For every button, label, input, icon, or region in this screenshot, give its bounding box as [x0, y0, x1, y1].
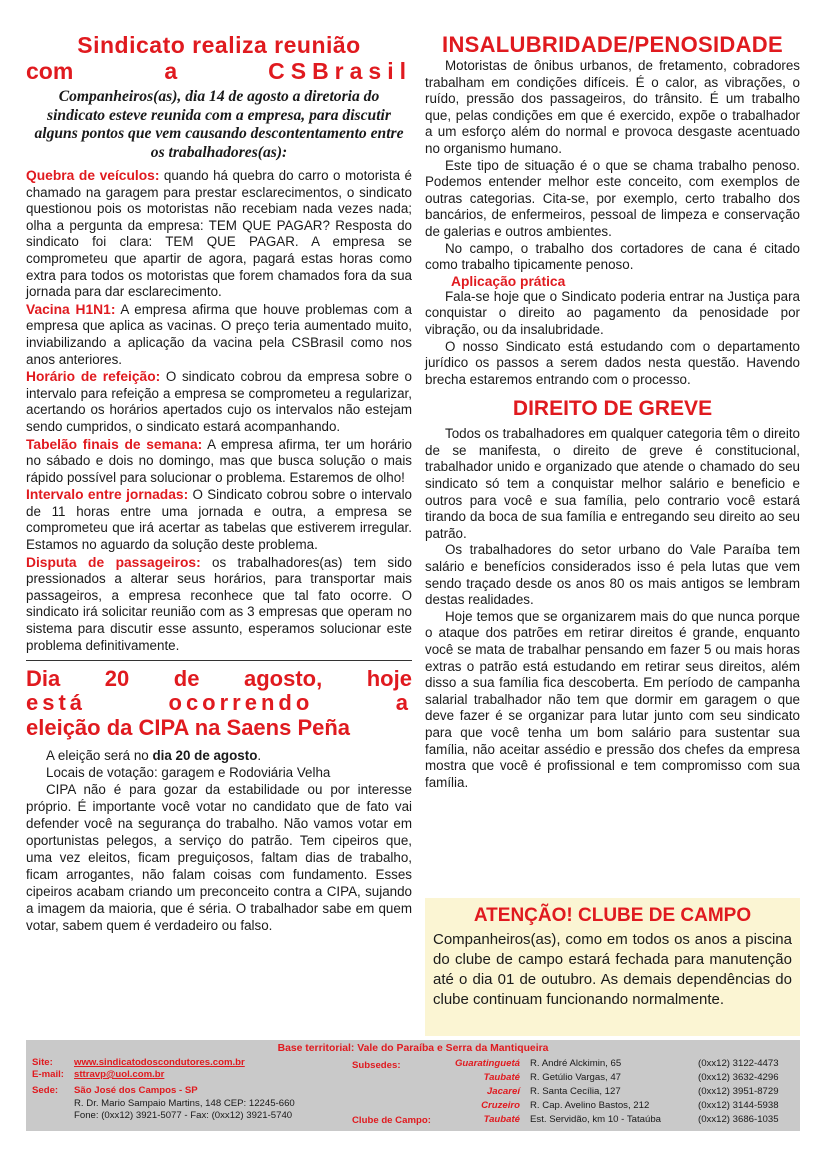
footer: [26, 1040, 800, 1131]
greve-p2: Os trabalhadores do setor urbano do Vale Paraíba tem salário e benefícios considerados isso é pela lutas que vem sendo traçado desde os anos 80 os mais antigos se lembram destas realidades.: [425, 542, 800, 608]
subsede-city: Taubaté: [483, 1072, 520, 1083]
item-tabelao: Tabelão finais de semana: A empresa afirma, ter um horário no sábado e dois no domingo, mas que busca solução o mais rápido possível para solucionar o problema. Estaremos de olho!: [26, 436, 412, 485]
sede-address: R. Dr. Mario Sampaio Martins, 148 CEP: 12245-660: [74, 1098, 295, 1109]
clube-text: Companheiros(as), como em todos os anos a piscina do clube de campo estará fechada para manutenção até o dia 01 de outubro. As demais dependências do clube continuam funcionando normalmente.: [433, 931, 792, 1008]
site-link[interactable]: www.sindicatodoscondutores.com.br: [74, 1057, 245, 1068]
cipa-title-line1: Dia 20 de agosto, hoje: [26, 666, 412, 692]
email-label: E-mail:: [32, 1069, 64, 1080]
headline-reuniao-line2: [26, 58, 412, 84]
subsede-address: R. André Alckimin, 65: [530, 1058, 622, 1069]
sede-phone: Fone: (0xx12) 3921-5077 - Fax: (0xx12) 3921-5740: [74, 1110, 293, 1121]
subsedes-label: Subsedes:: [352, 1060, 401, 1071]
subsede-phone: (0xx12) 3951-8729: [698, 1086, 779, 1097]
cipa-section: [26, 667, 412, 934]
greve-title: DIREITO DE GREVE: [512, 397, 713, 421]
footer-base-territorial: Base territorial: Vale do Paraíba e Serra da Mantiqueira: [277, 1043, 549, 1054]
email-link[interactable]: sttravp@uol.com.br: [74, 1069, 165, 1080]
subsede-address: R. Santa Cecília, 127: [530, 1086, 621, 1097]
clube-title: ATENÇÃO! CLUBE DE CAMPO: [473, 905, 752, 926]
cipa-locais: Locais de votação: garagem e Rodoviária Velha: [46, 765, 331, 781]
headline-reuniao-line1: Sindicato realiza reunião: [77, 32, 361, 58]
subsede-phone: (0xx12) 3144-5938: [698, 1100, 779, 1111]
headline-word: a: [164, 58, 178, 84]
left-column: [26, 32, 412, 934]
insalubridade-p2: Este tipo de situação é o que se chama trabalho penoso. Podemos entender melhor este conceito, com exemplos de outras categorias. Cita-se, por exemplo, certo trabalho dos bancários, de enfermeiros, pessoal de limpeza e conservação de galerias e outros ambientes.: [425, 157, 800, 239]
insalubridade-title: INSALUBRIDADE/PENOSIDADE: [442, 32, 783, 57]
subsede-city: Cruzeiro: [481, 1100, 520, 1111]
section-divider: [26, 660, 412, 661]
item-intervalo: Intervalo entre jornadas: O Sindicato cobrou sobre o intervalo de 11 horas entre uma jornada e outra, a empresa se comprometeu que irá acertar as tabelas que estiverem irregular. Estamos no aguardo da solução deste problema.: [26, 487, 413, 553]
item-refeicao: Horário de refeição: O sindicato cobrou da empresa sobre o intervalo para refeição a empresa se comprometeu a regularizar, acertando os horários apertados cujo os intervalos não estejam sendo cumpridos, o sindicato estará acompanhando.: [26, 369, 413, 434]
insalubridade-p4: Fala-se hoje que o Sindicato poderia entrar na Justiça para conquistar o direito ao pagamento da penosidade por vibração, ou da insalubridade.: [425, 288, 800, 337]
item-disputa: Disputa de passageiros: os trabalhadores(as) tem sido pressionados a alterar seus horários, para transportar mais passageiros, a empresa reconhece que tal fato ocorre. O sindicato irá solicitar reunião com as 3 empresas que operam no sistema para discutir esse assunto, esperamos solucionar este problema definitivamente.: [26, 554, 412, 653]
headline-word: com: [26, 58, 74, 84]
greve-p3: Hoje temos que se organizarem mais do que nunca porque o ataque dos patrões em retirar direitos é grande, enquanto você se mata de trabalhar pensando em fazer 5 ou mais horas extras o patrão está estudando em retirar seus direitos, além disso a sua família fica descoberta. Em período de campanha salarial trabalhador não tem que dormir em garagem o que deve fazer é se organizar para lutar junto com seu sindicato para que você tenha um bom salário para sustentar sua família, não aceitar assédio e pressão dos chefes da empresa mostra que você é profissional e tem compromisso com sua família.: [425, 608, 800, 790]
insalubridade-p5: O nosso Sindicato está estudando com o departamento jurídico os passos a serem dados nesta questão. Havendo brecha estaremos entrando com o processo.: [425, 338, 800, 387]
cipa-title-line3: eleição da CIPA na Saens Peña: [26, 715, 351, 741]
insalubridade-p3: No campo, o trabalho dos cortadores de cana é citado como trabalho tipicamente penoso.: [425, 240, 800, 273]
sede-city: São José dos Campos - SP: [74, 1085, 198, 1096]
subsede-city: Guaratinguetá: [454, 1058, 520, 1069]
insalubridade-p1: Motoristas de ônibus urbanos, de fretamento, cobradores trabalham em condições difíceis. É o calor, as vibrações, o ruído, pressão dos passageiros, do trânsito. É um trabalho que, pelas condições em que é exercido, expõe o trabalhador a um esforço além do normal e provoca desgaste acentuado no organismo humano.: [425, 58, 800, 156]
items-list: [26, 168, 412, 654]
cipa-date: A eleição será no dia 20 de agosto.: [46, 748, 262, 764]
item-quebra: Quebra de veículos: quando há quebra do carro o motorista é chamado na garagem para prestar esclarecimentos, o sindicato questionou pois os motoristas não recebiam nada vezes nada; olha a pergunta da empresa: TEM QUE PAGAR? Resposta do sindicato foi clara: TEM QUE PAGAR. A empresa se comprometeu que apartir de agora, pagará estas horas como extra para todos os motoristas que forem chamados fora da sua jornada para dar esclarecimento.: [26, 168, 412, 300]
clube-campo-label: Clube de Campo:: [352, 1115, 431, 1126]
subsede-phone: (0xx12) 3122-4473: [698, 1058, 779, 1069]
headline-word: CSBrasil: [268, 58, 412, 84]
subsede-phone: (0xx12) 3632-4296: [698, 1072, 779, 1083]
aplicacao-subtitle: Aplicação prática: [451, 273, 566, 289]
cipa-title-line2: está ocorrendo a: [26, 690, 412, 716]
cipa-body: [26, 747, 412, 934]
right-column: [425, 32, 800, 791]
subsede-address: R. Getúlio Vargas, 47: [530, 1072, 622, 1083]
subsede-city: Jacareí: [486, 1086, 520, 1097]
intro-text: Companheiros(as), dia 14 de agosto a diretoria do sindicato esteve reunida com a empresa, para discutir alguns pontos que vem causando descontentamento entre os trabalhadores(as):: [34, 88, 404, 161]
subsede-address: Est. Servidão, km 10 - Tataúba: [530, 1114, 662, 1125]
sede-label: Sede:: [32, 1085, 59, 1096]
subsede-phone: (0xx12) 3686-1035: [698, 1114, 779, 1125]
site-label: Site:: [32, 1057, 53, 1068]
subsede-city: Taubaté: [483, 1114, 520, 1125]
cipa-text: CIPA não é para gozar da estabilidade ou por interesse próprio. É importante você votar no candidato que de fato vai defender você na segurança do trabalho. Não vamos votar em oportunistas pelegos, a serviço do patrão. Tem cipeiros que, uma vez eleitos, ficam preguiçosos, faltam dias de trabalho, ficam arrogantes, não falam coisas com fundamento. Esses cipeiros acabam criando um preconceito contra a CIPA, sujando a imagem da maioria, que é séria. O trabalhador sabe em quem votar, sabem quem é verdadeiro ou falso.: [26, 782, 412, 934]
item-vacina: Vacina H1N1: A empresa afirma que houve problemas com a empresa que aplica as vacinas. O preço teria aumentado muito, inviabilizando a aplicação da vacina pela CSBrasil como nos anos anteriores.: [26, 301, 412, 367]
greve-p1: Todos os trabalhadores em qualquer categoria têm o direito de se manifesta, o direito de greve é constitucional, trabalhador unido e organizado que atende o chamado do seu sindicato só tem a conquistar melhor salário e beneficio e outros para você e sua família, pelo contrario você estará tirando da boca de sua família e entregando seu direito ao seu patrão.: [425, 426, 800, 541]
clube-notice-box: [425, 898, 800, 1036]
subsede-address: R. Cap. Avelino Bastos, 212: [530, 1100, 650, 1111]
